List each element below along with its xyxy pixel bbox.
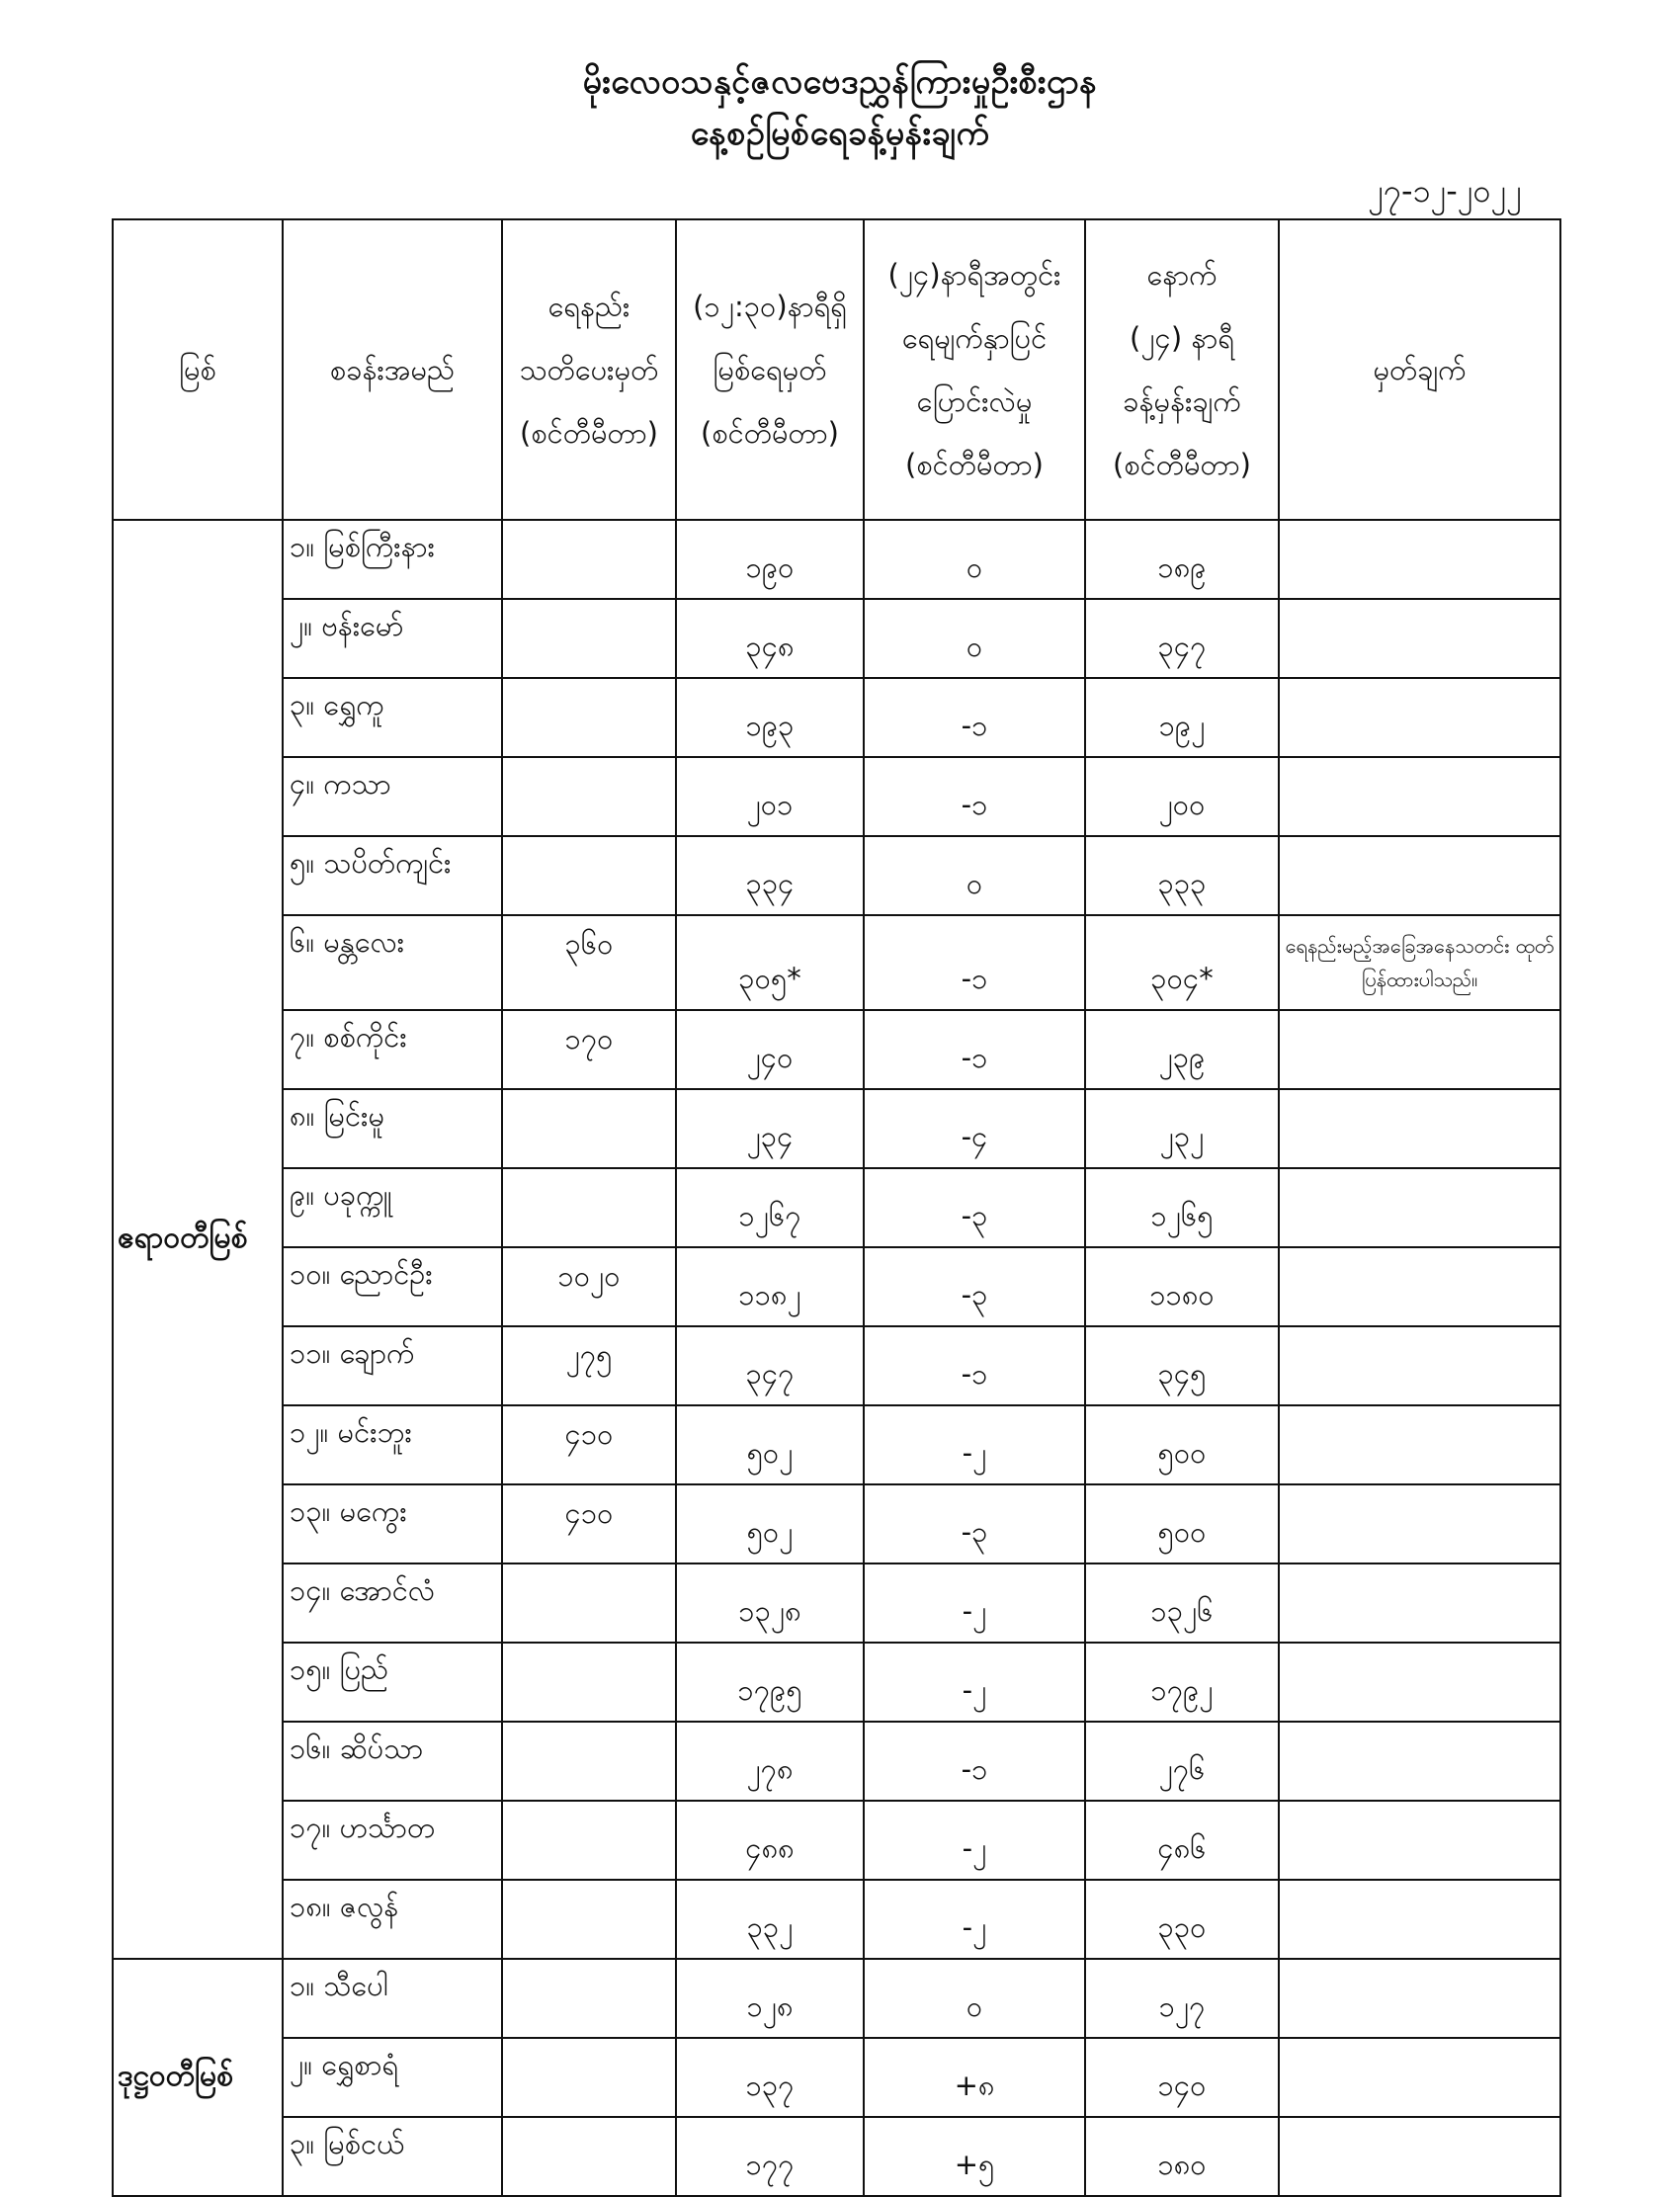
table-row	[113, 915, 1560, 1010]
cell-level: ၁၁၈၂	[676, 1247, 864, 1326]
table-row	[113, 1010, 1560, 1089]
cell-change: ၀	[864, 1959, 1085, 2038]
cell-forecast: ၁၄၀	[1085, 2038, 1279, 2117]
cell-remark	[1279, 1010, 1560, 1089]
cell-change: -၄	[864, 1089, 1085, 1168]
cell-station: ၄။ ကသာ	[283, 757, 502, 836]
cell-danger	[502, 2117, 676, 2196]
col-header-station: စခန်းအမည်	[283, 219, 502, 520]
cell-danger: ၁၇၀	[502, 1010, 676, 1089]
cell-change: -၁	[864, 1010, 1085, 1089]
cell-danger	[502, 1563, 676, 1643]
cell-change: -၃	[864, 1168, 1085, 1247]
cell-station: ၂။ ရွှေစာရံ	[283, 2038, 502, 2117]
cell-remark	[1279, 1880, 1560, 1959]
cell-forecast: ၁၉၂	[1085, 678, 1279, 757]
cell-level: ၂၇၈	[676, 1722, 864, 1801]
cell-danger	[502, 1880, 676, 1959]
cell-remark	[1279, 757, 1560, 836]
cell-danger: ၄၁၀	[502, 1405, 676, 1484]
report-date: ၂၇-၁၂-၂၀၂၂	[1368, 172, 1522, 210]
table-row	[113, 1643, 1560, 1722]
cell-forecast: ၁၃၂၆	[1085, 1563, 1279, 1643]
cell-change: -၂	[864, 1563, 1085, 1643]
table-row	[113, 836, 1560, 915]
cell-forecast: ၅၀၀	[1085, 1484, 1279, 1563]
cell-station: ၁၅။ ပြည်	[283, 1643, 502, 1722]
cell-remark	[1279, 2038, 1560, 2117]
cell-change: -၁	[864, 678, 1085, 757]
table-row	[113, 1959, 1560, 2038]
cell-remark	[1279, 1643, 1560, 1722]
cell-forecast: ၃၄၇	[1085, 599, 1279, 678]
cell-danger	[502, 520, 676, 599]
col-header-river: မြစ်	[113, 219, 283, 520]
cell-remark	[1279, 520, 1560, 599]
cell-forecast: ၁၂၆၅	[1085, 1168, 1279, 1247]
cell-forecast: ၃၀၄*	[1085, 915, 1279, 1010]
cell-change: -၁	[864, 1722, 1085, 1801]
cell-station: ၁၂။ မင်းဘူး	[283, 1405, 502, 1484]
cell-remark	[1279, 2117, 1560, 2196]
cell-forecast: ၁၂၇	[1085, 1959, 1279, 2038]
table-row	[113, 678, 1560, 757]
cell-danger	[502, 757, 676, 836]
cell-change: ၀	[864, 599, 1085, 678]
cell-change: -၂	[864, 1405, 1085, 1484]
cell-forecast: ၃၃၃	[1085, 836, 1279, 915]
cell-station: ၁။ မြစ်ကြီးနား	[283, 520, 502, 599]
cell-forecast: ၂၀၀	[1085, 757, 1279, 836]
page-title: မိုးလေဝသနှင့်ဇလဗေဒညွှန်ကြားမှုဦးစီးဌာန	[582, 62, 1098, 102]
cell-forecast: ၁၇၉၂	[1085, 1643, 1279, 1722]
cell-forecast: ၁၈၉	[1085, 520, 1279, 599]
table-row	[113, 1880, 1560, 1959]
table-row	[113, 2117, 1560, 2196]
cell-station: ၆။ မန္တလေး	[283, 915, 502, 1010]
cell-change: -၁	[864, 757, 1085, 836]
cell-change: ၀	[864, 520, 1085, 599]
cell-forecast: ၁၁၈၀	[1085, 1247, 1279, 1326]
cell-remark	[1279, 678, 1560, 757]
cell-level: ၁၉၃	[676, 678, 864, 757]
cell-change: -၁	[864, 1326, 1085, 1405]
cell-danger	[502, 1801, 676, 1880]
cell-danger	[502, 1168, 676, 1247]
cell-remark	[1279, 599, 1560, 678]
cell-change: -၃	[864, 1247, 1085, 1326]
cell-station: ၁၆။ ဆိပ်သာ	[283, 1722, 502, 1801]
cell-remark	[1279, 1484, 1560, 1563]
cell-level: ၂၃၄	[676, 1089, 864, 1168]
cell-level: ၁၃၂၈	[676, 1563, 864, 1643]
cell-station: ၁၇။ ဟင်္သာတ	[283, 1801, 502, 1880]
cell-forecast: ၃၄၅	[1085, 1326, 1279, 1405]
cell-danger: ၄၁၀	[502, 1484, 676, 1563]
cell-danger	[502, 836, 676, 915]
table-body	[113, 520, 1560, 2196]
table-row	[113, 1405, 1560, 1484]
cell-remark	[1279, 1959, 1560, 2038]
cell-station: ၈။ မြင်းမူ	[283, 1089, 502, 1168]
cell-level: ၁၃၇	[676, 2038, 864, 2117]
cell-remark	[1279, 1168, 1560, 1247]
cell-station: ၁၃။ မကွေး	[283, 1484, 502, 1563]
cell-remark	[1279, 1326, 1560, 1405]
cell-forecast: ၁၈၀	[1085, 2117, 1279, 2196]
cell-station: ၅။ သပိတ်ကျင်း	[283, 836, 502, 915]
cell-change: +၅	[864, 2117, 1085, 2196]
cell-remark: ရေနည်းမည့်အခြေအနေသတင်း ထုတ်ပြန်ထားပါသည်။	[1279, 915, 1560, 1010]
cell-station: ၃။ မြစ်ငယ်	[283, 2117, 502, 2196]
cell-danger	[502, 1959, 676, 2038]
cell-station: ၁၈။ ဇလွန်	[283, 1880, 502, 1959]
table-row	[113, 757, 1560, 836]
cell-danger	[502, 1722, 676, 1801]
river-name-ayeyarwady: ဧရာဝတီမြစ်	[113, 520, 283, 1959]
cell-forecast: ၄၈၆	[1085, 1801, 1279, 1880]
cell-forecast: ၃၃၀	[1085, 1880, 1279, 1959]
cell-level: ၁၇၇	[676, 2117, 864, 2196]
col-header-remark: မှတ်ချက်	[1279, 219, 1560, 520]
cell-remark	[1279, 1247, 1560, 1326]
cell-level: ၅၀၂	[676, 1405, 864, 1484]
cell-station: ၇။ စစ်ကိုင်း	[283, 1010, 502, 1089]
cell-station: ၃။ ရွှေကူ	[283, 678, 502, 757]
cell-level: ၅၀၂	[676, 1484, 864, 1563]
cell-change: -၃	[864, 1484, 1085, 1563]
cell-station: ၂။ ဗန်းမော်	[283, 599, 502, 678]
cell-station: ၉။ ပခုက္ကူ	[283, 1168, 502, 1247]
cell-change: -၂	[864, 1643, 1085, 1722]
cell-danger	[502, 599, 676, 678]
cell-forecast: ၂၃၉	[1085, 1010, 1279, 1089]
table-row	[113, 1326, 1560, 1405]
cell-level: ၂၀၁	[676, 757, 864, 836]
cell-level: ၃၄၇	[676, 1326, 864, 1405]
page-subtitle: နေ့စဉ်မြစ်ရေခန့်မှန်းချက်	[690, 114, 990, 153]
col-header-change: (၂၄)နာရီအတွင်း ရေမျက်နှာပြင် ပြောင်းလဲမှု (စင်တီမီတာ)	[864, 219, 1085, 520]
cell-change: -၂	[864, 1801, 1085, 1880]
table-row	[113, 1801, 1560, 1880]
cell-level: ၁၇၉၅	[676, 1643, 864, 1722]
cell-danger: ၃၆၀	[502, 915, 676, 1010]
river-name-thanlwin: ဒုဋ္ဌဝတီမြစ်	[113, 1959, 283, 2196]
cell-remark	[1279, 1801, 1560, 1880]
cell-level: ၃၃၂	[676, 1880, 864, 1959]
river-forecast-table	[112, 218, 1561, 2197]
cell-station: ၁။ သီပေါ	[283, 1959, 502, 2038]
cell-level: ၃၃၄	[676, 836, 864, 915]
cell-danger: ၁၀၂၀	[502, 1247, 676, 1326]
table-row	[113, 1089, 1560, 1168]
cell-forecast: ၂၇၆	[1085, 1722, 1279, 1801]
cell-remark	[1279, 1563, 1560, 1643]
cell-danger	[502, 678, 676, 757]
cell-remark	[1279, 1722, 1560, 1801]
table-header-row	[113, 219, 1560, 520]
table-row	[113, 1484, 1560, 1563]
cell-change: +၈	[864, 2038, 1085, 2117]
table-row	[113, 520, 1560, 599]
cell-forecast: ၅၀၀	[1085, 1405, 1279, 1484]
table-row	[113, 1722, 1560, 1801]
table-row	[113, 599, 1560, 678]
col-header-forecast: နောက် (၂၄) နာရီ ခန့်မှန်းချက် (စင်တီမီတာ)	[1085, 219, 1279, 520]
cell-forecast: ၂၃၂	[1085, 1089, 1279, 1168]
cell-level: ၂၄၀	[676, 1010, 864, 1089]
cell-level: ၄၈၈	[676, 1801, 864, 1880]
cell-remark	[1279, 1089, 1560, 1168]
cell-station: ၁၁။ ချောက်	[283, 1326, 502, 1405]
cell-level: ၃၀၅*	[676, 915, 864, 1010]
cell-station: ၁၀။ ညောင်ဦး	[283, 1247, 502, 1326]
cell-change: -၁	[864, 915, 1085, 1010]
cell-remark	[1279, 1405, 1560, 1484]
table-row	[113, 2038, 1560, 2117]
cell-level: ၁၂၆၇	[676, 1168, 864, 1247]
table-row	[113, 1168, 1560, 1247]
cell-station: ၁၄။ အောင်လံ	[283, 1563, 502, 1643]
cell-danger	[502, 1089, 676, 1168]
cell-danger	[502, 1643, 676, 1722]
cell-level: ၃၄၈	[676, 599, 864, 678]
col-header-danger: ရေနည်း သတိပေးမှတ် (စင်တီမီတာ)	[502, 219, 676, 520]
cell-change: -၂	[864, 1880, 1085, 1959]
cell-level: ၁၉၀	[676, 520, 864, 599]
table-row	[113, 1563, 1560, 1643]
col-header-level: (၁၂:၃၀)နာရီရှိ မြစ်ရေမှတ် (စင်တီမီတာ)	[676, 219, 864, 520]
cell-level: ၁၂၈	[676, 1959, 864, 2038]
cell-change: ၀	[864, 836, 1085, 915]
cell-danger: ၂၇၅	[502, 1326, 676, 1405]
cell-remark	[1279, 836, 1560, 915]
table-row	[113, 1247, 1560, 1326]
cell-danger	[502, 2038, 676, 2117]
